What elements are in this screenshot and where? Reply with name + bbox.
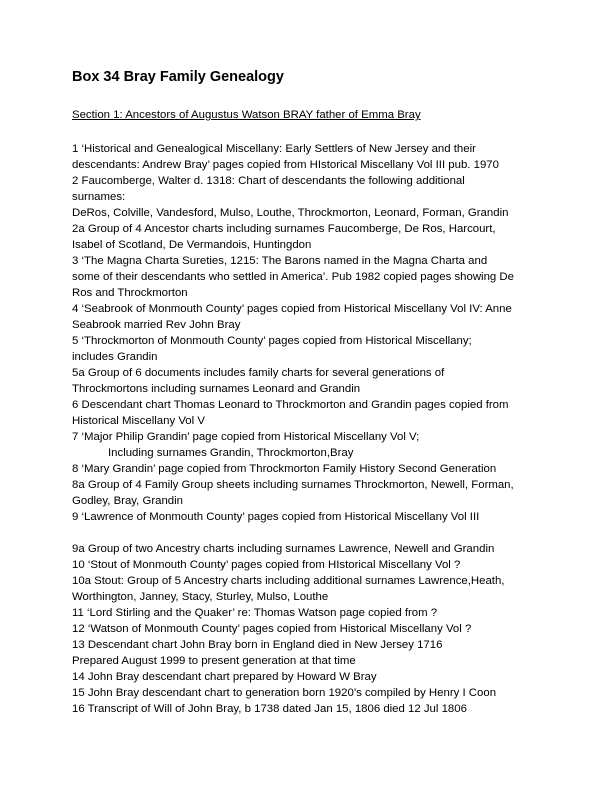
entry-line: 10 ‘Stout of Monmouth County’ pages copied from HIstorical Miscellany Vol ?	[72, 559, 461, 571]
entry-line: 2a Group of 4 Ancestor charts including surnames Faucomberge, De Ros, Harcourt,	[72, 223, 496, 235]
entry-line: 9 ‘Lawrence of Monmouth County’ pages copied from Historical Miscellany Vol III	[72, 511, 480, 523]
entry-line: Prepared August 1999 to present generation at that time	[72, 655, 356, 667]
entry-line: Worthington, Janney, Stacy, Sturley, Mulso, Louthe	[72, 591, 329, 603]
blank-line	[72, 525, 552, 541]
entry-line: 6 Descendant chart Thomas Leonard to Throckmorton and Grandin pages copied from	[72, 399, 509, 411]
entry-line: Ros and Throckmorton	[72, 287, 188, 299]
entry-line: 7 ‘Major Philip Grandin’ page copied from Historical Miscellany Vol V;	[72, 431, 420, 443]
entry-line: 3 ‘The Magna Charta Sureties, 1215: The Barons named in the Magna Charta and	[72, 255, 488, 267]
entry-line: 14 John Bray descendant chart prepared by Howard W Bray	[72, 671, 377, 683]
entry-line: 16 Transcript of Will of John Bray, b 1738 dated Jan 15, 1806 died 12 Jul 1806	[72, 703, 467, 715]
entry-line: 8 ‘Mary Grandin’ page copied from Throckmorton Family History Second Generation	[72, 463, 497, 475]
entry-line: Including surnames Grandin, Throckmorton,Bray	[108, 447, 354, 459]
entry-line: Godley, Bray, Grandin	[72, 495, 184, 507]
entry-line: descendants: Andrew Bray’ pages copied from HIstorical Miscellany Vol III pub. 1970	[72, 159, 499, 171]
entry-line: 2 Faucomberge, Walter d. 1318: Chart of descendants the following additional	[72, 175, 465, 187]
entry-line: 8a Group of 4 Family Group sheets including surnames Throckmorton, Newell, Forman,	[72, 479, 514, 491]
entry-line: Throckmortons including surnames Leonard and Grandin	[72, 383, 361, 395]
section-heading: Section 1: Ancestors of Augustus Watson BRAY father of Emma Bray	[72, 109, 421, 121]
entry-line: surnames:	[72, 191, 126, 203]
entry-line: Historical Miscellany Vol V	[72, 415, 205, 427]
entry-line: some of their descendants who settled in America’. Pub 1982 copied pages showing De	[72, 271, 514, 283]
entry-line: 12 ‘Watson of Monmouth County’ pages copied from Historical Miscellany Vol ?	[72, 623, 472, 635]
entry-list	[72, 141, 552, 717]
entry-line: 10a Stout: Group of 5 Ancestry charts including additional surnames Lawrence,Heath,	[72, 575, 505, 587]
entry-line: 5 ‘Throckmorton of Monmouth County’ pages copied from Historical Miscellany;	[72, 335, 472, 347]
entry-line: 4 ‘Seabrook of Monmouth County’ pages copied from Historical Miscellany Vol IV: Anne	[72, 303, 512, 315]
entry-line: Isabel of Scotland, De Vermandois, Huntingdon	[72, 239, 312, 251]
entry-line: 1 ‘Historical and Genealogical Miscellany: Early Settlers of New Jersey and their	[72, 143, 476, 155]
document-title: Box 34 Bray Family Genealogy	[72, 69, 284, 85]
entry-line: 11 ‘Lord Stirling and the Quaker’ re: Thomas Watson page copied from ?	[72, 607, 438, 619]
entry-line: 15 John Bray descendant chart to generation born 1920’s compiled by Henry I Coon	[72, 687, 497, 699]
entry-line: Seabrook married Rev John Bray	[72, 319, 241, 331]
entry-line: DeRos, Colville, Vandesford, Mulso, Louthe, Throckmorton, Leonard, Forman, Grandin	[72, 207, 509, 219]
entry-line: includes Grandin	[72, 351, 158, 363]
entry-line: 13 Descendant chart John Bray born in England died in New Jersey 1716	[72, 639, 443, 651]
entry-line: 9a Group of two Ancestry charts including surnames Lawrence, Newell and Grandin	[72, 543, 495, 555]
entry-line: 5a Group of 6 documents includes family charts for several generations of	[72, 367, 445, 379]
